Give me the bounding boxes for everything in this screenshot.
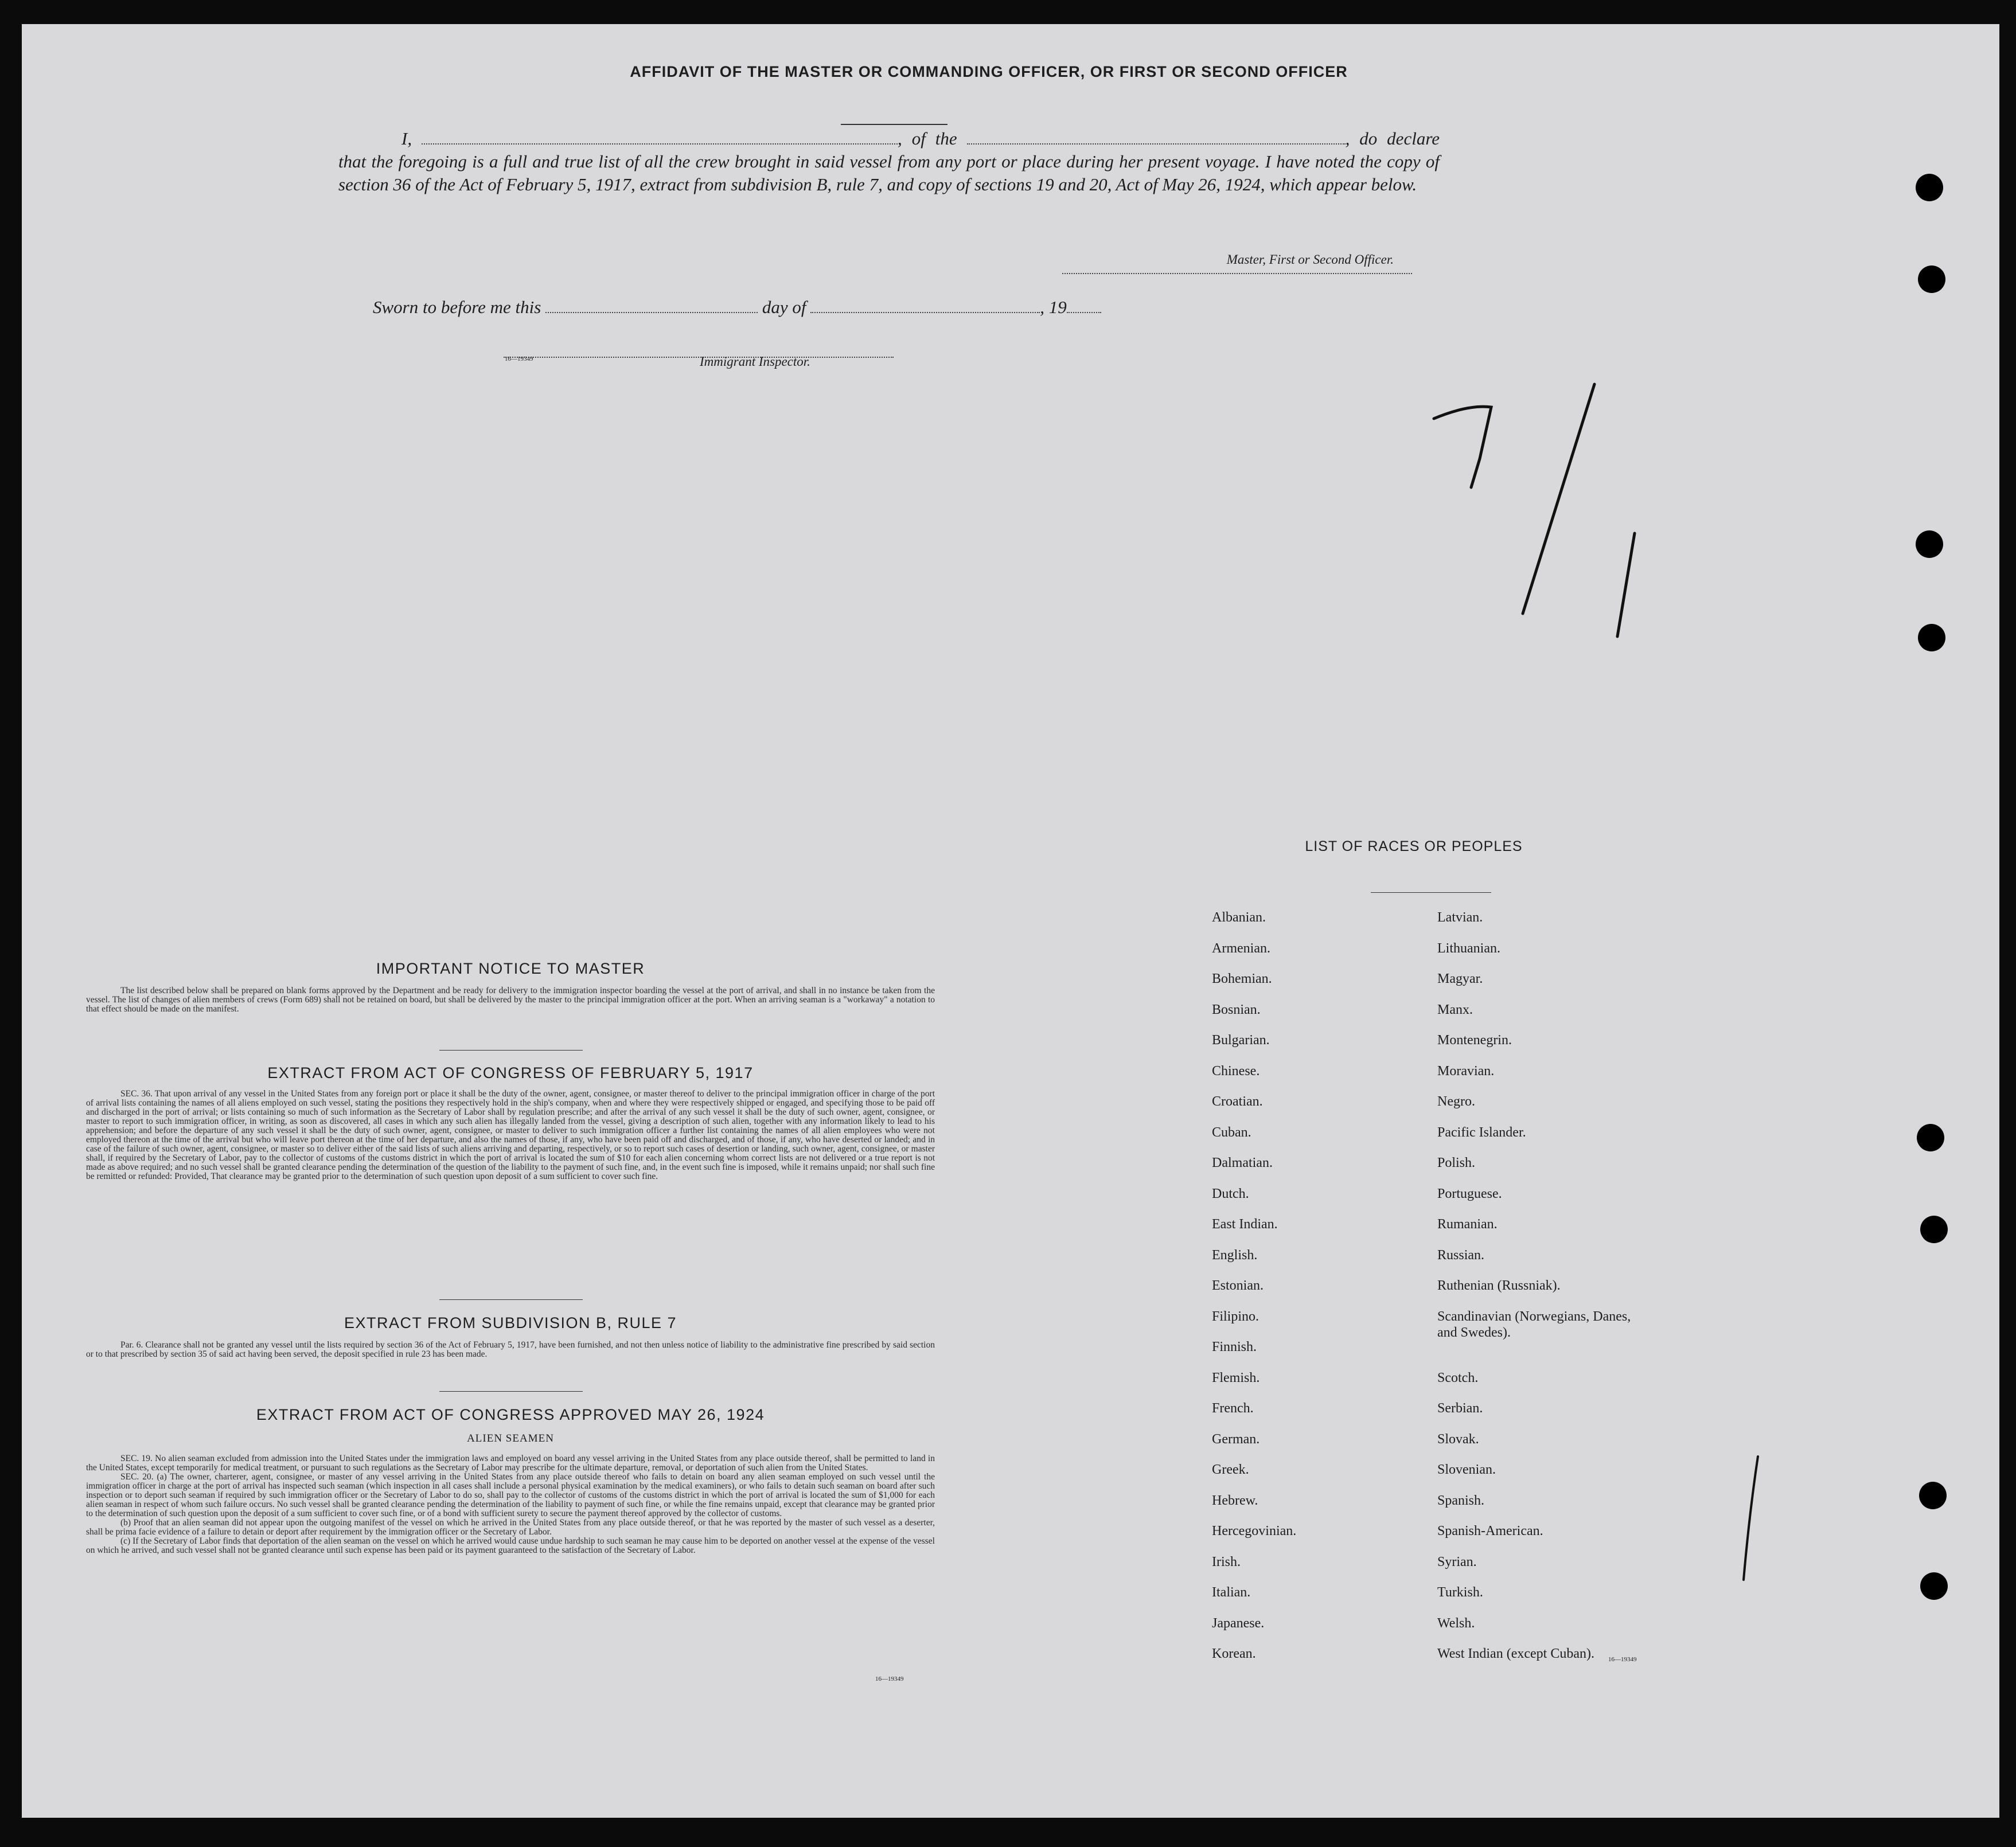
sworn-line [373,297,1101,318]
race-item: Italian. [1212,1585,1251,1600]
races-title: LIST OF RACES OR PEOPLES [1305,838,1523,854]
sec20c-text: (c) If the Secretary of Labor finds that deportation of the alien seaman on the vessel on which he arrived would cause undue hardship to such seaman he may cause him to be deported on another vessel at the expense of the vessel on which he arrived, and such vessel shall not be granted clearance until such expense has been paid or its payment guaranteed to the satisfaction of the Secretary of Labor. [86,1536,935,1555]
race-item: Bohemian. [1212,971,1272,986]
race-item: Filipino. [1212,1309,1259,1324]
extract-1917-text: SEC. 36. That upon arrival of any vessel in the United States from any foreign port or place it shall be the duty of the owner, agent, consignee, or master thereof to deliver to the principal immigration officer in charge of the port of arrival lists containing the names of all aliens employed on such vessel, stating the positions they respectively hold in the ship's company, when and where they were respectively shipped or engaged, and specifying those to be paid off and discharged in the port of arrival; or lists containing so much of such information as the Secretary of Labor shall by regulation prescribe; and after the arrival of any such vessel it shall be the duty of such owner, agent, consignee, or master to report to such immigration officer, in writing, as soon as discovered, all cases in which any such alien has illegally landed from the vessel, giving a description of such alien, together with any information likely to lead to his apprehension; and before the departure of any such vessel it shall be the duty of such owner, agent, consignee, or master to deliver to such immigration officer a further list containing the names of all alien employees who were not employed thereon at the time of the arrival but who will leave port thereon at the time of her departure, and also the names of those, if any, who have been paid off and discharged, and of those, if any, who have deserted or landed; and in case of the failure of such owner, agent, consignee, or master so to deliver either of the said lists of such aliens arriving and departing, respectively, or so to report such cases of desertion or landing, such owner, agent, consignee, or master shall, if required by the Secretary of Labor, pay to the collector of customs of the customs district in which the port of arrival is located the sum of $10 for each alien concerning whom correct lists are not delivered or a true report is not made as above required; and no such vessel shall be granted clearance pending the determination of the question of the liability to the payment of such fine, and, in the event such fine is imposed, while it remains unpaid; nor shall such fine be remitted or refunded: Provided, That clearance may be granted prior to the determination of such question upon deposit of a sum sufficient to cover such fine. [86,1089,935,1181]
race-item: Hebrew. [1212,1493,1258,1508]
race-item: Montenegrin. [1437,1033,1512,1048]
punch-hole [1918,265,1945,293]
race-item: Dalmatian. [1212,1155,1273,1170]
title-divider [841,124,947,125]
race-item: Latvian. [1437,910,1483,925]
race-item: Rumanian. [1437,1217,1498,1232]
race-item: German. [1212,1431,1260,1447]
master-signature-line [1062,273,1412,274]
race-item: Dutch. [1212,1186,1249,1201]
handwritten-mark-side [1732,1451,1767,1588]
race-item: Hercegovinian. [1212,1524,1297,1538]
race-item: Irish. [1212,1554,1241,1569]
affidavit-i: I, [401,128,412,149]
affidavit-do-declare: , do declare [1345,128,1440,149]
punch-hole [1916,530,1943,558]
race-item: Korean. [1212,1646,1256,1661]
race-item: Scotch. [1437,1370,1479,1385]
alien-seamen-subtitle: ALIEN SEAMEN [467,1432,554,1444]
race-item: Manx. [1437,1002,1473,1017]
form-number: 16—19349 [875,1676,904,1682]
rule7-divider [439,1391,583,1392]
race-item: Turkish. [1437,1585,1483,1600]
affidavit-body: that the foregoing is a full and true list of all the crew brought in said vessel from any port or place during her present voyage. I have noted the copy of section 36 of the Act of February 5, 1917, extract from subdivision B, rule 7, and copy of sections 19 and 20, Act of May 26, 1924, which appear below. [338,151,1440,194]
affidavit-text [338,127,1440,196]
extract-1924-text [86,1454,935,1555]
punch-hole [1916,174,1943,201]
race-item: Estonian. [1212,1278,1264,1293]
sworn-prefix: Sworn to before me this [373,297,541,317]
master-signature-label: Master, First or Second Officer. [1226,252,1394,267]
race-item: Scandinavian (Norwegians, Danes, and Swedes). [1437,1309,1631,1340]
race-item: English. [1212,1247,1258,1263]
vessel-name-blank [967,131,1346,145]
race-item: Bosnian. [1212,1002,1261,1017]
punch-hole [1920,1572,1948,1600]
race-item: Negro. [1437,1094,1475,1109]
notice-text: The list described below shall be prepared on blank forms approved by the Department and be ready for delivery to the immigration inspector boarding the vessel at the port of arrival, and shall in no instance be taken from the vessel. The list of changes of alien members of crews (Form 689) shall not be retained on board, but shall be delivered by the master to the principal immigration officer at the port. When an arriving seaman is a "workaway" a notation to that effect should be made on the manifest. [86,986,935,1014]
form-number: 16—19349 [505,356,533,362]
race-item: Albanian. [1212,910,1266,925]
race-item: Greek. [1212,1462,1249,1477]
punch-hole [1918,624,1945,651]
race-item: Welsh. [1437,1615,1475,1631]
sec20a-text: SEC. 20. (a) The owner, charterer, agent, consignee, or master of any vessel arriving in the United States from any place outside thereof who fails to detain on board any alien seaman employed on such vessel until the immigration officer in charge at the port of arrival has inspected such seaman (which inspection in all cases shall include a personal physical examination by the medical examiners), or who fails to detain such seaman on board after such inspection or to deport such seaman if required by such immigration officer or the Secretary of Labor to do so, shall pay to the collector of customs of the customs district in which the port of arrival is located the sum of $1,000 for each alien seaman in respect of whom such failure occurs. No such vessel shall be granted clearance pending the determination of the liability to payment of such fine, or while the fine remains unpaid, except that clearance may be granted prior to the determination of such question upon the deposit of a sum sufficient to cover such fine, or of a bond with sufficient surety to secure the payment thereof approved by the collector of customs. [86,1472,935,1518]
race-item: French. [1212,1401,1254,1416]
affidavit-of-the: , of the [898,128,957,149]
punch-hole [1919,1482,1947,1509]
race-item: Ruthenian (Russniak). [1437,1278,1561,1293]
race-item: Croatian. [1212,1094,1263,1109]
races-divider [1371,892,1491,893]
inspector-signature-line [504,357,894,358]
race-item: Spanish-American. [1437,1524,1543,1538]
race-item: Flemish. [1212,1370,1260,1385]
notice-title: IMPORTANT NOTICE TO MASTER [376,960,645,977]
handwritten-mark-top [1422,373,1652,648]
rule7-title: EXTRACT FROM SUBDIVISION B, RULE 7 [344,1314,677,1331]
race-item: Spanish. [1437,1493,1485,1508]
sec20b-text: (b) Proof that an alien seaman did not appear upon the outgoing manifest of the vessel on which he arrived in the United States from any place outside thereof, or that he was reported by the master of such vessel as a deserter, shall be prima facie evidence of a failure to detain or deport after requirement by the immigration officer or the Secretary of Labor. [86,1518,935,1537]
sworn-month-blank [810,299,1040,313]
extract-1924-title: EXTRACT FROM ACT OF CONGRESS APPROVED MAY 26, 1924 [256,1406,765,1423]
sworn-day-blank [545,299,758,313]
officer-name-blank [422,131,898,145]
rule7-text: Par. 6. Clearance shall not be granted any vessel until the lists required by section 36 of the Act of February 5, 1917, have been furnished, and not then unless notice of liability to the administrative fine prescribed by said section or to that prescribed by section 35 of said act having been served, the deposit specified in rule 23 has been made. [86,1340,935,1359]
punch-hole [1917,1124,1944,1151]
race-item: Russian. [1437,1247,1485,1263]
race-item: Magyar. [1437,971,1483,986]
race-item: Japanese. [1212,1615,1265,1631]
extract-1917-divider [439,1299,583,1300]
race-item: Chinese. [1212,1063,1260,1079]
race-item: East Indian. [1212,1217,1278,1232]
races-right-column [1437,909,1667,1677]
race-item: Serbian. [1437,1401,1483,1416]
race-item: Pacific Islander. [1437,1124,1526,1140]
race-item: Moravian. [1437,1063,1495,1079]
race-item: Bulgarian. [1212,1033,1270,1048]
race-item: Armenian. [1212,940,1270,956]
sworn-day-label: day of [762,297,806,317]
race-item: Slovak. [1437,1431,1479,1447]
race-item: Syrian. [1437,1554,1477,1569]
punch-hole [1920,1216,1948,1243]
sworn-year-label: , 19 [1040,297,1067,317]
race-item: Lithuanian. [1437,940,1500,956]
race-item: West Indian (except Cuban). [1437,1646,1594,1661]
races-left-column [1212,909,1401,1677]
race-item: Portuguese. [1437,1186,1502,1201]
sworn-year-blank [1067,299,1101,313]
form-number: 16—19349 [1608,1656,1637,1663]
inspector-label: Immigrant Inspector. [700,354,810,369]
sec19-text: SEC. 19. No alien seaman excluded from admission into the United States under the immigration laws and employed on board any vessel arriving in the United States from any place outside thereof, shall be permitted to land in the United States, except temporarily for medical treatment, or pursuant to such regulations as the Secretary of Labor may prescribe for the ultimate departure, removal, or deportation of such alien from the United States. [86,1454,935,1473]
race-item: Slovenian. [1437,1462,1496,1477]
race-item: Polish. [1437,1155,1476,1170]
extract-1917-title: EXTRACT FROM ACT OF CONGRESS OF FEBRUARY 5, 1917 [267,1064,754,1081]
race-item: Finnish. [1212,1340,1257,1354]
affidavit-title: AFFIDAVIT OF THE MASTER OR COMMANDING OFFICER, OR FIRST OR SECOND OFFICER [630,63,1348,80]
race-item: Cuban. [1212,1124,1251,1140]
notice-divider [439,1050,583,1051]
